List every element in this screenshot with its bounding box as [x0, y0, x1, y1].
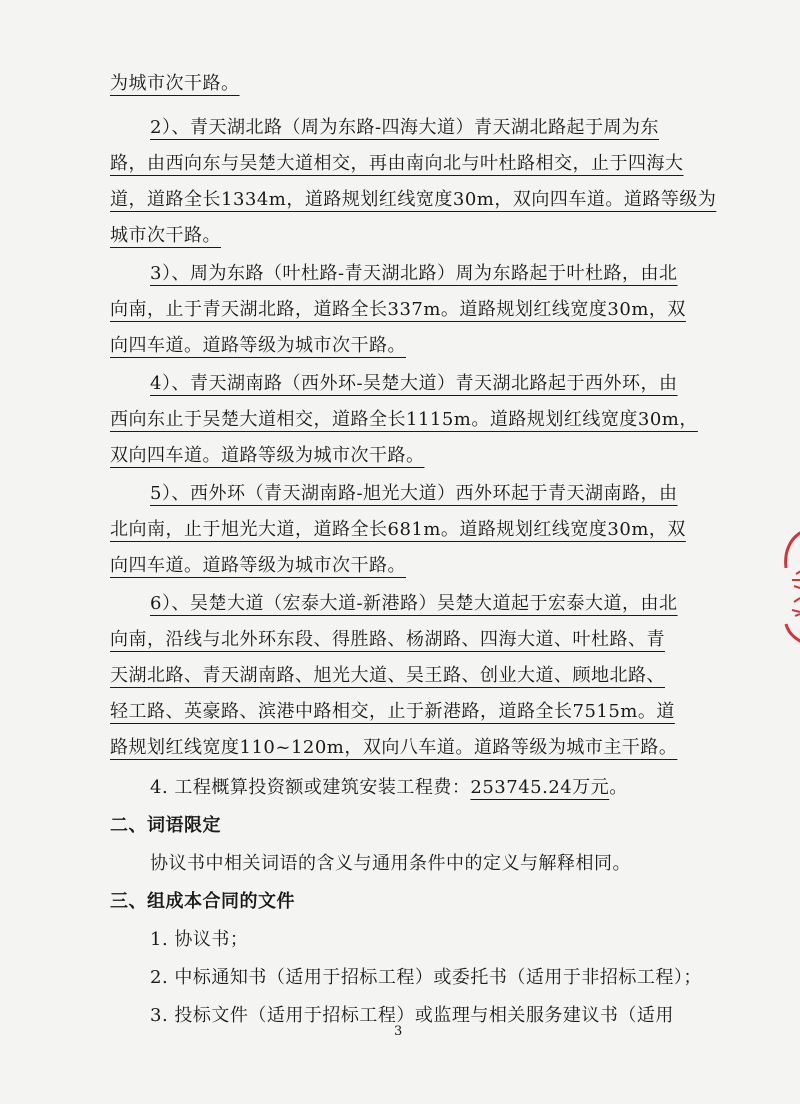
text-line: 6）、吴楚大道（宏泰大道-新港路）吴楚大道起于宏泰大道，由北: [150, 593, 678, 614]
text-line: 道，道路全长1334m，道路规划红线宽度30m，双向四车道。道路等级为: [110, 189, 717, 210]
cost-line: [150, 776, 628, 800]
text-line: 4）、青天湖南路（西外环-吴楚大道）青天湖北路起于西外环，由: [150, 373, 678, 394]
text-line: 协议书中相关词语的含义与通用条件中的定义与解释相同。: [150, 853, 631, 874]
text-line: 5）、西外环（青天湖南路-旭光大道）西外环起于青天湖南路，由: [150, 483, 678, 504]
cost-value: 253745.24万元: [470, 777, 610, 798]
text-line: 路规划红线宽度110~120m，双向八车道。道路等级为城市主干路。: [110, 737, 678, 758]
text-line: 路，由西向东与吴楚大道相交，再由南向北与叶杜路相交，止于四海大: [110, 153, 684, 174]
text-line: 西向东止于吴楚大道相交，道路全长1115m。道路规划红线宽度30m，: [110, 409, 698, 430]
text-line: 2. 中标通知书（适用于招标工程）或委托书（适用于非招标工程）；: [150, 967, 702, 988]
text-line: 1. 协议书；: [150, 929, 249, 950]
text-line: 天湖北路、青天湖南路、旭光大道、吴王路、创业大道、顾地北路、: [110, 665, 665, 686]
text-line: 为城市次干路。: [110, 73, 240, 94]
text-line: 2）、青天湖北路（周为东路-四海大道）青天湖北路起于周为东: [150, 117, 660, 138]
text-line: 城市次干路。: [110, 225, 221, 246]
text-line: 3）、周为东路（叶杜路-青天湖北路）周为东路起于叶杜路，由北: [150, 263, 678, 284]
text-line: 向南，沿线与北外环东段、得胜路、杨湖路、四海大道、叶杜路、青: [110, 629, 665, 650]
text-line: 向四车道。道路等级为城市次干路。: [110, 335, 406, 356]
text-line: 向四车道。道路等级为城市次干路。: [110, 555, 406, 576]
cost-suffix: 。: [609, 777, 628, 798]
text-line: 轻工路、英豪路、滨港中路相交，止于新港路，道路全长7515m。道: [110, 701, 675, 722]
section-heading: 二、词语限定: [110, 815, 221, 836]
section-heading: 三、组成本合同的文件: [110, 891, 295, 912]
text-line: 向南，止于青天湖北路，道路全长337m。道路规划红线宽度30m，双: [110, 299, 686, 320]
text-line: 双向四车道。道路等级为城市次干路。: [110, 445, 425, 466]
page-number: 3: [394, 1024, 403, 1039]
text-line: 北向南，止于旭光大道，道路全长681m。道路规划红线宽度30m，双: [110, 519, 686, 540]
text-line: 3. 投标文件（适用于招标工程）或监理与相关服务建议书（适用: [150, 1005, 674, 1026]
cost-label: 4. 工程概算投资额或建筑安装工程费：: [150, 777, 471, 798]
red-seal-stamp-icon: [780, 528, 800, 646]
